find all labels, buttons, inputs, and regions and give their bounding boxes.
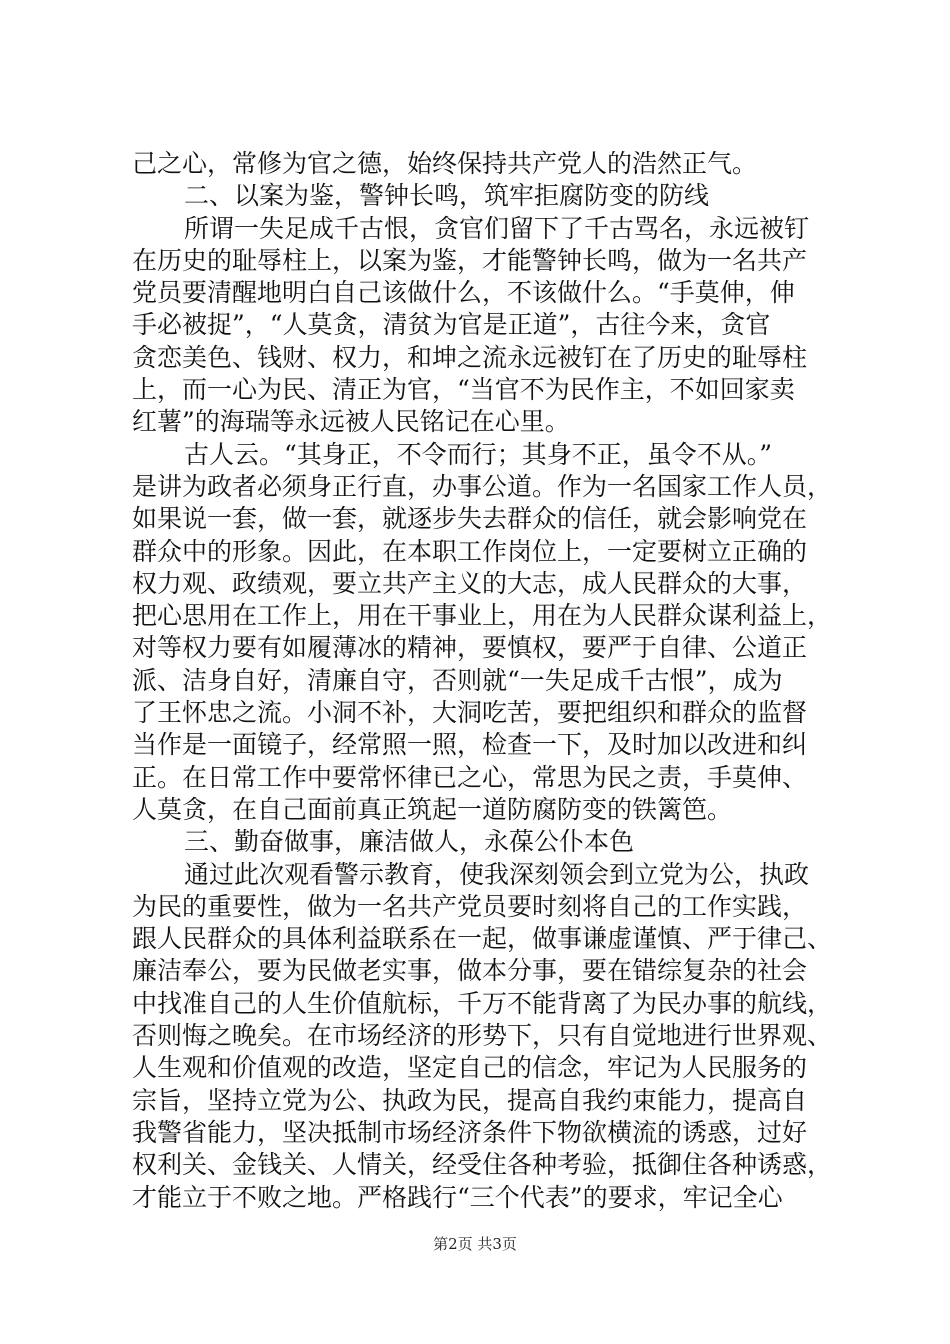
- text-line: 红薯”的海瑞等永远被人民铭记在心里。: [132, 407, 570, 437]
- text-line: 了王怀忠之流。小洞不补，大洞吃苦，要把组织和群众的监督: [132, 698, 808, 728]
- text-line: 权力观、政绩观，要立共产主义的大志，成人民群众的大事，: [132, 568, 808, 598]
- text-line: 宗旨，坚持立党为公、执政为民，提高自我约束能力，提高自: [132, 1085, 808, 1115]
- text-line: 三、勤奋做事，廉洁做人，永葆公仆本色: [184, 827, 635, 857]
- text-line: 人生观和价值观的改造，坚定自己的信念，牢记为人民服务的: [132, 1053, 808, 1083]
- text-line: 才能立于不败之地。严格践行“三个代表”的要求，牢记全心: [132, 1182, 783, 1212]
- text-line: 派、洁身自好，清廉自守，否则就“一失足成千古恨”，成为: [132, 665, 783, 695]
- text-line: 是讲为政者必须身正行直，办事公道。作为一名国家工作人员，: [132, 471, 833, 501]
- text-line: 权利关、金钱关、人情关，经受住各种考验，抵御住各种诱惑，: [132, 1150, 833, 1180]
- text-line: 所谓一失足成千古恨，贪官们留下了千古骂名，永远被钉: [184, 213, 810, 243]
- text-line: 中找准自己的人生价值航标，千万不能背离了为民办事的航线，: [132, 988, 833, 1018]
- text-line: 廉洁奉公，要为民做老实事，做本分事，要在错综复杂的社会: [132, 956, 808, 986]
- text-line: 群众中的形象。因此，在本职工作岗位上，一定要树立正确的: [132, 536, 808, 566]
- text-line: 在历史的耻辱柱上，以案为鉴，才能警钟长鸣，做为一名共产: [132, 245, 808, 275]
- text-line: 二、以案为鉴，警钟长鸣，筑牢拒腐防变的防线: [184, 181, 710, 211]
- text-line: 正。在日常工作中要常怀律已之心，常思为民之责，手莫伸、: [132, 762, 808, 792]
- text-line: 党员要清醒地明白自己该做什么，不该做什么。“手莫伸，伸: [132, 278, 795, 308]
- text-line: 如果说一套，做一套，就逐步失去群众的信任，就会影响党在: [132, 504, 808, 534]
- text-line: 当作是一面镜子，经常照一照，检查一下，及时加以改进和纠: [132, 730, 808, 760]
- document-body: [132, 148, 832, 1214]
- text-line: 己之心，常修为官之德，始终保持共产党人的浩然正气。: [132, 149, 758, 178]
- text-line: 对等权力要有如履薄冰的精神，要慎权，要严于自律、公道正: [132, 633, 808, 663]
- text-line: 上，而一心为民、清正为官，“当官不为民作主，不如回家卖: [132, 375, 795, 405]
- text-line: 手必被捉”，“人莫贪，清贫为官是正道”，古往今来，贪官: [132, 310, 771, 340]
- text-line: 通过此次观看警示教育，使我深刻领会到立党为公，执政: [184, 859, 810, 889]
- text-line: 把心思用在工作上，用在干事业上，用在为人民群众谋利益上，: [132, 601, 833, 631]
- text-line: 人莫贪，在自己面前真正筑起一道防腐防变的铁篱笆。: [132, 794, 733, 824]
- text-line: 否则悔之晚矣。在市场经济的形势下，只有自觉地进行世界观、: [132, 1021, 833, 1051]
- text-line: 为民的重要性，做为一名共产党员要时刻将自己的工作实践，: [132, 891, 808, 921]
- text-line: 古人云。“其身正，不令而行；其身不正，虽令不从。”: [184, 439, 773, 469]
- text-line: 贪恋美色、钱财、权力，和坤之流永远被钉在了历史的耻辱柱: [132, 342, 808, 372]
- text-line: 我警省能力，坚决抵制市场经济条件下物欲横流的诱惑，过好: [132, 1117, 808, 1147]
- page-number-footer: 第2页 共3页: [433, 1235, 517, 1253]
- text-line: 跟人民群众的具体利益联系在一起，做事谦虚谨慎、严于律己、: [132, 924, 833, 954]
